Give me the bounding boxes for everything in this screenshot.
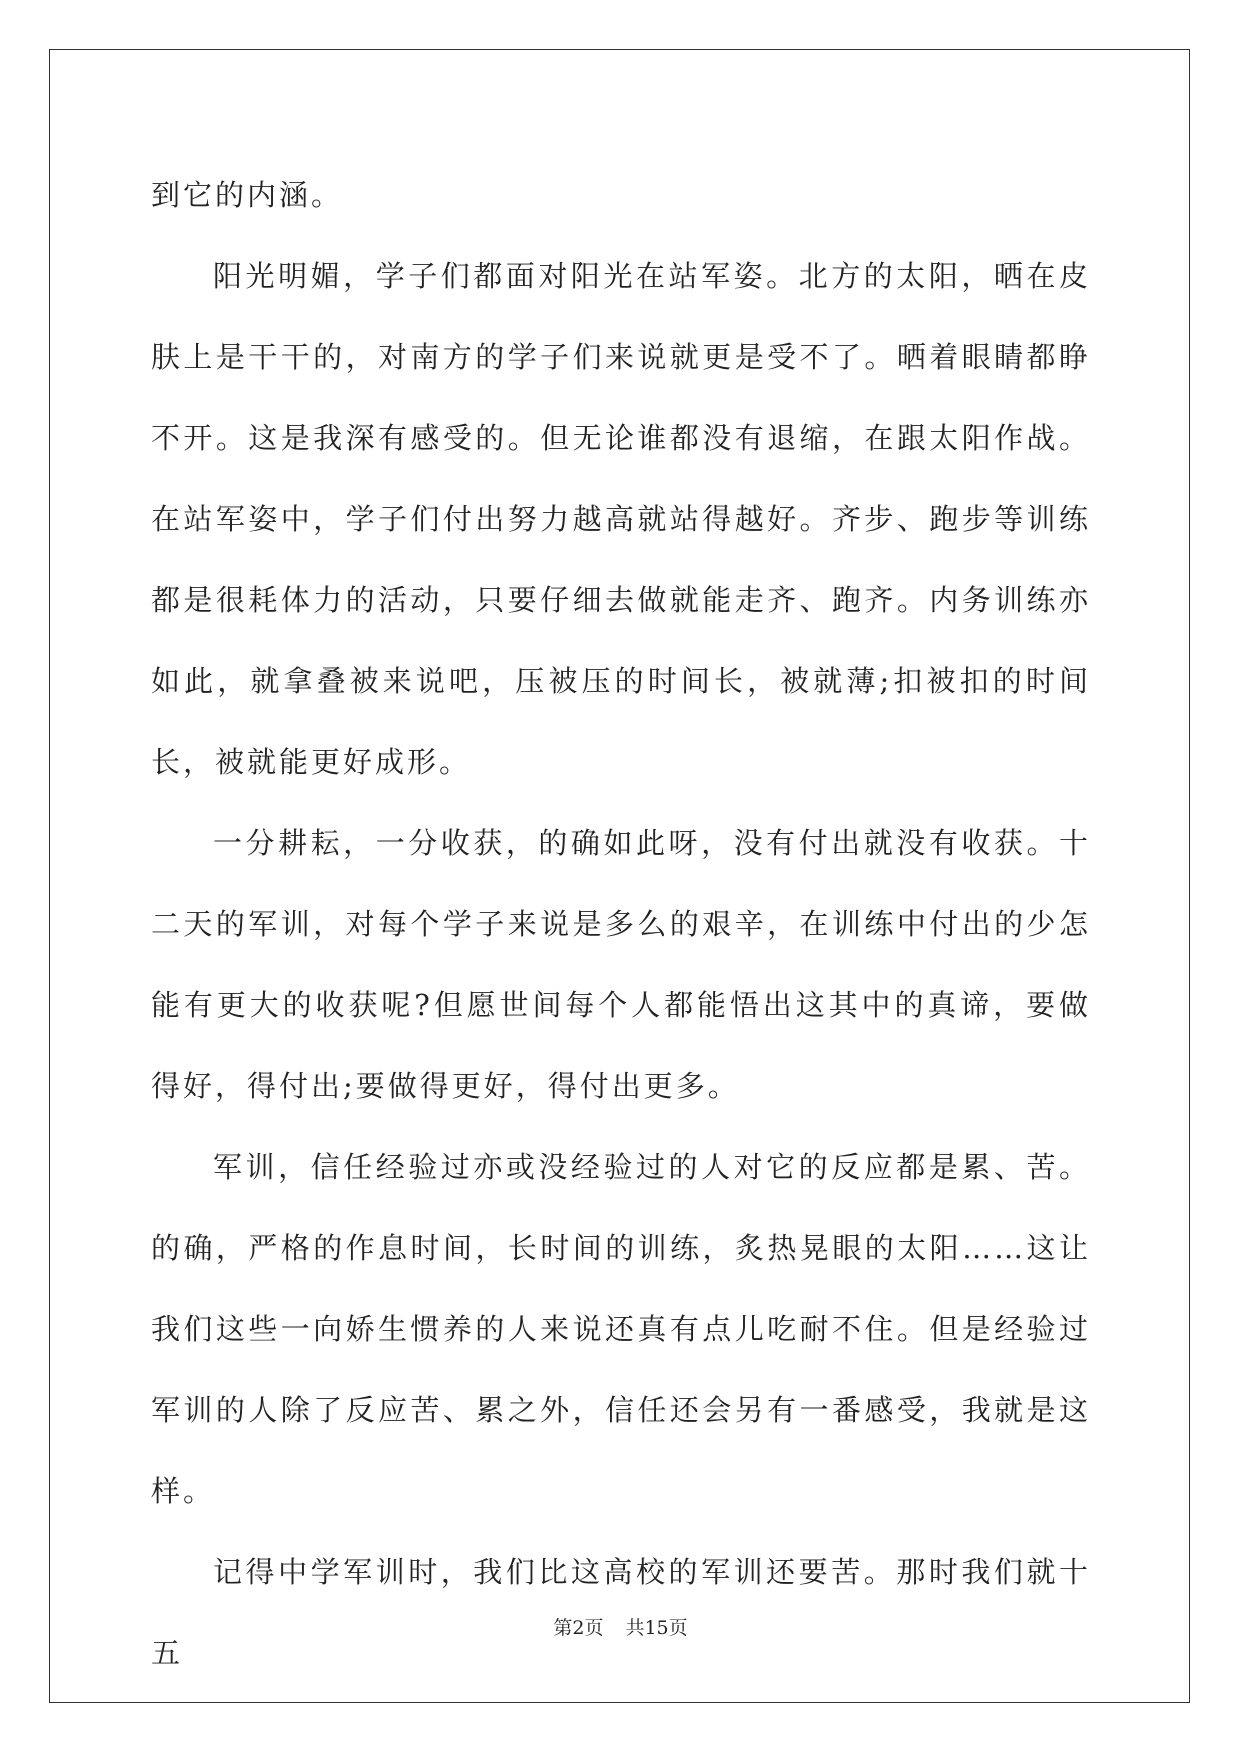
paragraph: 一分耕耘，一分收获，的确如此呀，没有付出就没有收获。十二天的军训，对每个学子来说是多么的艰辛，在训练中付出的少怎能有更大的收获呢?但愿世间每个人都能悟出这其中的真谛，要做得好，得付出;要做得更好，得付出更多。 (151, 826, 1091, 1103)
paragraph: 到它的内涵。 (151, 178, 344, 212)
document-body (151, 155, 1091, 1694)
page-total: 共15页 (625, 1617, 688, 1639)
paragraph: 阳光明媚，学子们都面对阳光在站军姿。北方的太阳，晒在皮肤上是干干的，对南方的学子们来说就更是受不了。晒着眼睛都睁不开。这是我深有感受的。但无论谁都没有退缩，在跟太阳作战。在站军姿中，学子们付出努力越高就站得越好。齐步、跑步等训练都是很耗体力的活动，只要仔细去做就能走齐、跑齐。内务训练亦如此，就拿叠被来说吧，压被压的时间长，被就薄;扣被扣的时间长，被就能更好成形。 (151, 259, 1091, 779)
paragraph: 军训，信任经验过亦或没经验过的人对它的反应都是累、苦。的确，严格的作息时间，长时间的训练，炙热晃眼的太阳……这让我们这些一向娇生惯养的人来说还真有点儿吃耐不住。但是经验过军训的人除了反应苦、累之外，信任还会另有一番感受，我就是这样。 (151, 1150, 1091, 1508)
page-number: 第2页 (553, 1617, 604, 1639)
page-footer (0, 1613, 1241, 1640)
paragraph: 记得中学军训时，我们比这高校的军训还要苦。那时我们就十五 (151, 1555, 1091, 1670)
